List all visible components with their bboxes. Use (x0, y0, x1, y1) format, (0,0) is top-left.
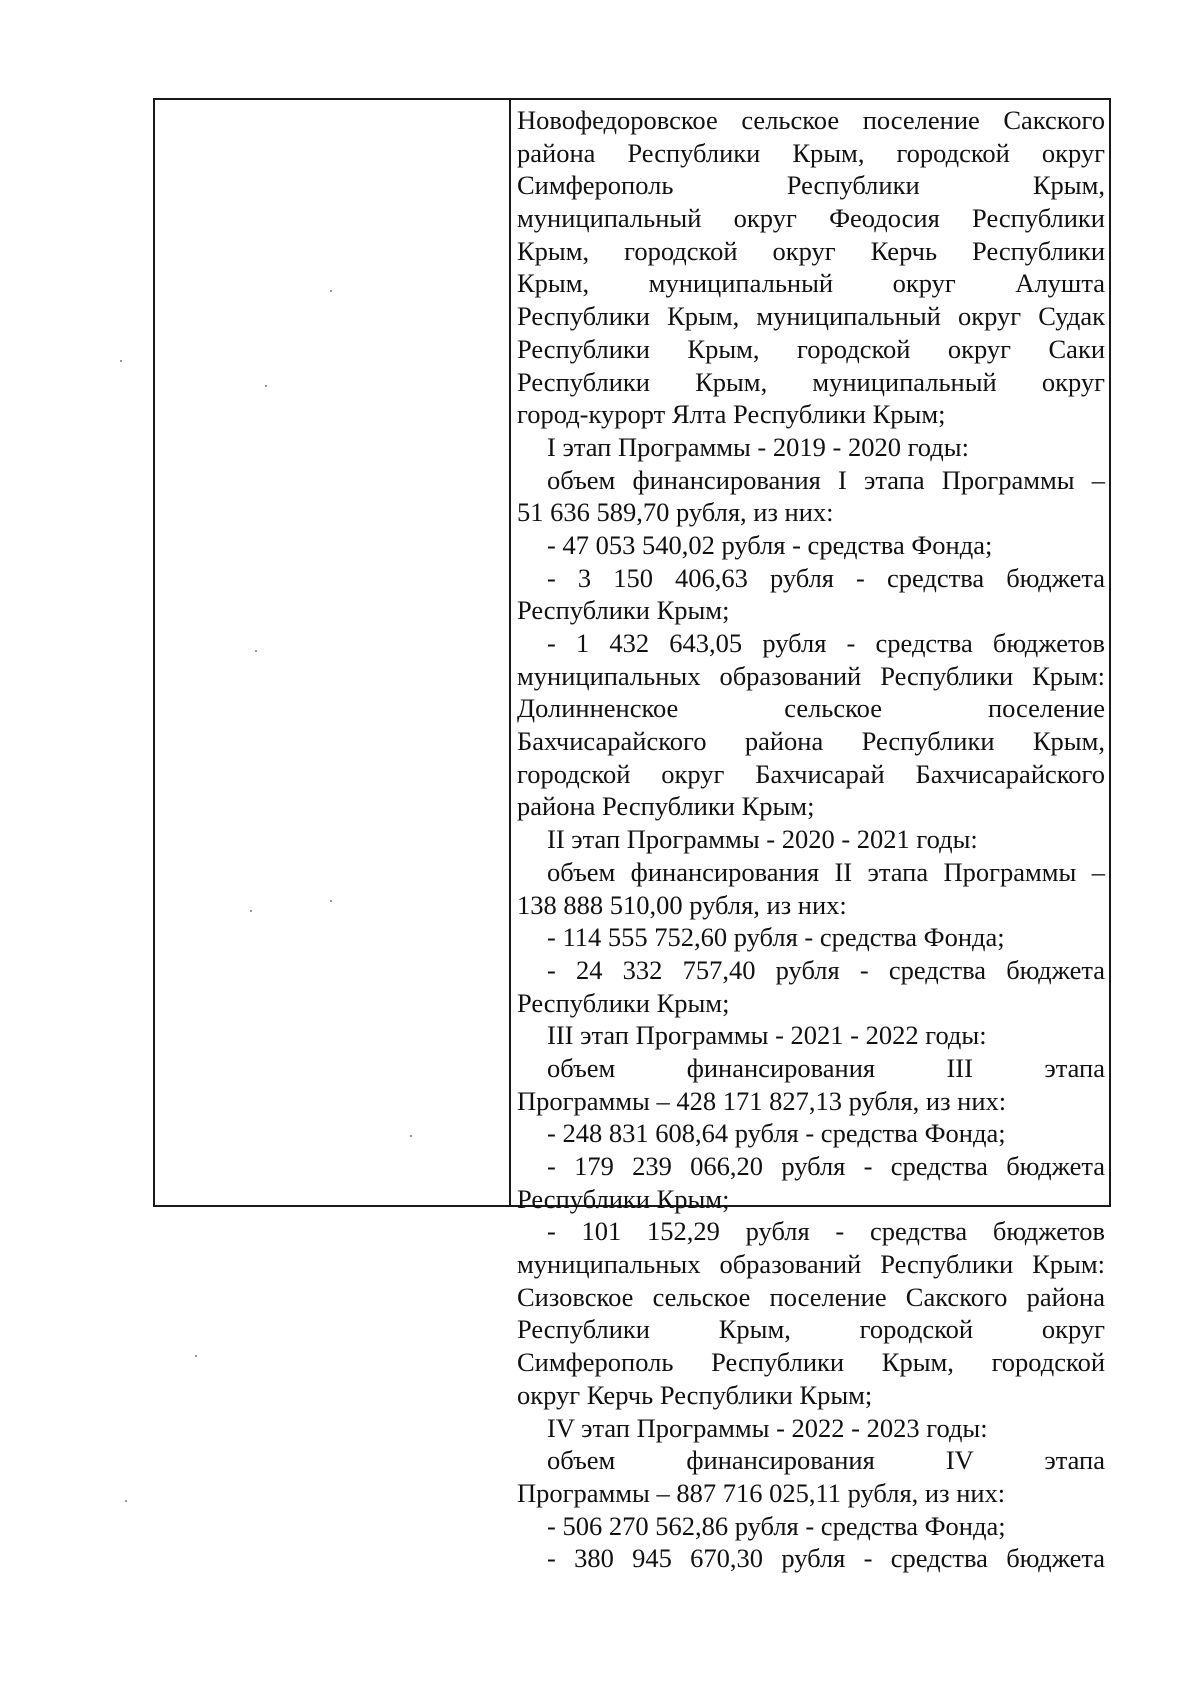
table-left-cell (155, 100, 511, 1205)
text-line: - 179 239 066,20 рубля - средства бюджета (547, 1151, 1105, 1181)
text-line: Симферополь Республики Крым, (517, 170, 1105, 201)
text-line: Республики Крым; (517, 1183, 730, 1214)
text-line: Новофедоровское сельское поселение Сакского (517, 105, 1105, 135)
text-line: Крым, муниципальный округ Алушта (517, 268, 1105, 299)
text-line: - 24 332 757,40 рубля - средства бюджета (547, 954, 1105, 985)
text-line: - 47 053 540,02 рубля - средства Фонда; (547, 529, 993, 560)
text-line: Бахчисарайского района Республики Крым, (517, 726, 1105, 757)
text-line: Программы – 887 716 025,11 рубля, из них: (517, 1477, 1006, 1508)
stage-heading: III этап Программы - 2021 - 2022 годы: (547, 1020, 987, 1051)
text-line: муниципальных образований Республики Крым: (517, 1249, 1105, 1280)
table-right-cell (511, 100, 1109, 1574)
stage-heading: II этап Программы - 2020 - 2021 годы: (547, 824, 978, 855)
document-table (153, 98, 1111, 1574)
text-line: округ Керчь Республики Крым; (517, 1379, 873, 1410)
text-line: Республики Крым, муниципальный округ (517, 366, 1105, 397)
text-line: - 380 945 670,30 рубля - средства бюджета (547, 1543, 1105, 1574)
text-line: - 101 152,29 рубля - средства бюджетов (547, 1216, 1105, 1247)
text-line: Республики Крым; (517, 595, 730, 626)
stage-heading: I этап Программы - 2019 - 2020 годы: (547, 431, 969, 462)
text-line: городской округ Бахчисарай Бахчисарайского (517, 758, 1105, 789)
text-line: - 1 432 643,05 рубля - средства бюджетов (547, 628, 1105, 658)
text-line: муниципальный округ Феодосия Республики (517, 203, 1105, 234)
text-line: - 506 270 562,86 рубля - средства Фонда; (547, 1510, 1006, 1541)
text-line: района Республики Крым; (517, 791, 815, 822)
text-line: муниципальных образований Республики Крым: (517, 660, 1105, 691)
text-line: Долинненское сельское поселение (517, 693, 1105, 724)
scan-speck (125, 1500, 127, 1502)
text-line: 51 636 589,70 рубля, из них: (517, 497, 834, 528)
text-line: город-курорт Ялта Республики Крым; (517, 399, 946, 430)
text-line: 138 888 510,00 рубля, из них: (517, 889, 847, 920)
text-line: объем финансирования III этапа (547, 1052, 1105, 1083)
text-line: Программы – 428 171 827,13 рубля, из них: (517, 1085, 1007, 1116)
text-line: Республики Крым, городской округ (517, 1314, 1105, 1345)
text-line: Республики Крым, городской округ Саки (517, 333, 1105, 364)
scan-speck (120, 360, 122, 362)
text-line: объем финансирования II этапа Программы – (547, 856, 1105, 887)
text-line: - 3 150 406,63 рубля - средства бюджета (547, 562, 1105, 593)
text-line: - 114 555 752,60 рубля - средства Фонда; (547, 922, 1005, 953)
text-line: объем финансирования IV этапа (547, 1445, 1105, 1476)
text-line: Республики Крым; (517, 987, 730, 1018)
text-line: Республики Крым, муниципальный округ Судак (517, 301, 1105, 332)
text-line: объем финансирования I этапа Программы – (547, 464, 1105, 495)
text-line: Сизовское сельское поселение Сакского района (517, 1281, 1105, 1312)
text-line: района Республики Крым, городской округ (517, 137, 1105, 168)
text-line: Симферополь Республики Крым, городской (517, 1347, 1105, 1378)
scan-speck (195, 1355, 197, 1357)
stage-heading: IV этап Программы - 2022 - 2023 годы: (547, 1412, 988, 1443)
text-line: - 248 831 608,64 рубля - средства Фонда; (547, 1118, 1006, 1149)
text-line: Крым, городской округ Керчь Республики (517, 235, 1105, 266)
